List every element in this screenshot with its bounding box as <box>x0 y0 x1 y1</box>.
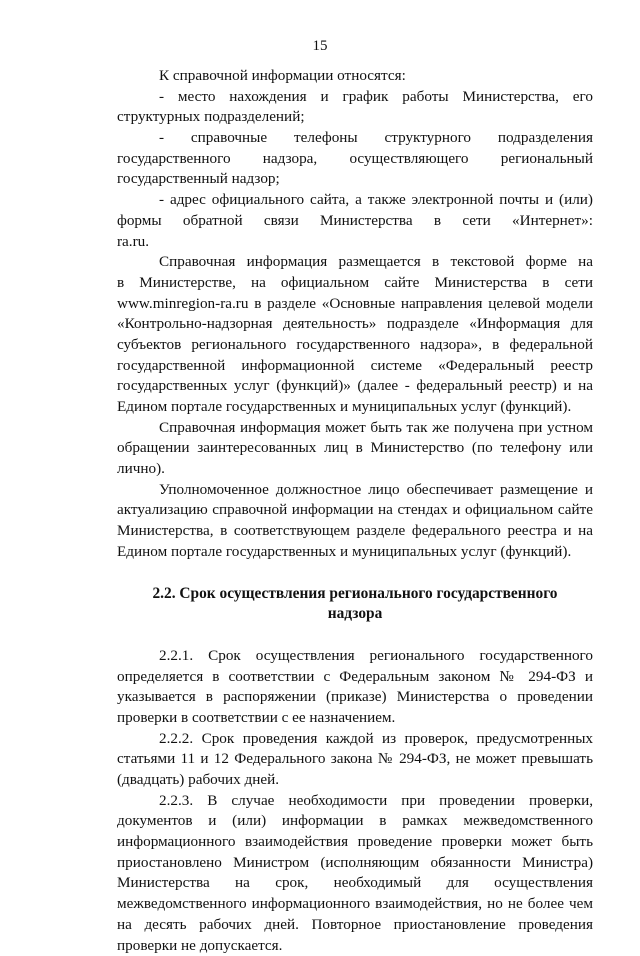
text-line: государственный надзор; <box>117 170 280 188</box>
text-line: структурных подразделений; <box>117 108 305 126</box>
text-line: государственной информационной системе «Федеральный реестр <box>117 356 593 374</box>
text-line: (двадцать) рабочих дней. <box>117 771 280 789</box>
text-line: Министерства на срок, необходимый для осуществления <box>117 874 593 892</box>
text-line: Едином портале государственных и муниципальных услуг (функций). <box>117 542 572 560</box>
section-heading <box>117 584 593 625</box>
text-line: лично). <box>117 460 165 478</box>
text-line: проверки в соответствии с ее назначением. <box>117 708 396 726</box>
reference-info-section <box>117 66 593 563</box>
text-line: формы обратной связи Министерства в сети «Интернет»: <box>117 211 593 229</box>
text-line: www.minregion-ra.ru в разделе «Основные направления целевой модели <box>117 294 593 312</box>
text-line: 2.2.2. Срок проведения каждой из проверок, предусмотренных <box>159 729 593 747</box>
page-number: 15 <box>312 38 328 54</box>
text-line: государственного надзора, осуществляющего региональный <box>117 149 593 167</box>
text-line: на десять рабочих дней. Повторное приостановление проведения <box>117 915 593 933</box>
text-line: Министерства, в соответствующем разделе федерального реестра и на <box>117 522 593 540</box>
text-line: субъектов регионального государственного надзора», в федеральной <box>117 335 593 353</box>
page-content <box>117 66 593 956</box>
text-line: в Министерстве, на официальном сайте Министерства в сети <box>117 273 593 291</box>
text-line: проверки не допускается. <box>117 936 283 954</box>
text-line: указывается в распоряжении (приказе) Министерства о проведении <box>117 688 593 706</box>
text-line: 2.2.1. Срок осуществления регионального государственного <box>159 646 593 664</box>
text-line: - место нахождения и график работы Министерства, его <box>159 87 593 105</box>
text-line: Уполномоченное должностное лицо обеспечивает размещение и <box>159 480 593 498</box>
text-line: 2.2.3. В случае необходимости при проведении проверки, <box>159 791 593 809</box>
text-line: информационного взаимодействия проведение проверки может быть <box>117 833 593 851</box>
text-line: Едином портале государственных и муниципальных услуг (функций). <box>117 398 572 415</box>
text-line: приостановлено Министром (исполняющим обязанности Министра) <box>117 853 593 871</box>
section-heading-line-2: надзора <box>327 605 383 623</box>
text-line: актуализацию справочной информации на стендах и официальном сайте <box>117 501 593 519</box>
text-line: определяется в соответствии с Федеральным законом № 294-ФЗ и <box>117 667 593 685</box>
text-line: статьями 11 и 12 Федерального закона № 294-ФЗ, не может превышать <box>117 750 593 768</box>
text-line: Справочная информация может быть так же получена при устном <box>159 418 593 436</box>
supervision-term-section <box>117 646 593 956</box>
text-line: ra.ru. <box>117 232 150 250</box>
text-line: государственных услуг (функций)» (далее - федеральный реестр) и на <box>117 377 593 395</box>
text-line: обращении заинтересованных лиц в Министерство (по телефону или <box>117 439 593 457</box>
text-line: документов и (или) информации в рамках межведомственного <box>117 812 593 830</box>
text-line: Справочная информация размещается в текстовой форме на <box>159 253 593 271</box>
text-line: межведомственного информационного взаимодействия, но не более чем <box>117 895 593 913</box>
section-heading-line-1: 2.2. Срок осуществления регионального государственного <box>152 584 558 602</box>
text-line: «Контрольно-надзорная деятельность» подразделе «Информация для <box>117 315 593 333</box>
text-line: К справочной информации относятся: <box>159 67 406 84</box>
text-line: - справочные телефоны структурного подразделения <box>159 129 593 147</box>
text-line: - адрес официального сайта, а также электронной почты и (или) <box>159 191 593 209</box>
